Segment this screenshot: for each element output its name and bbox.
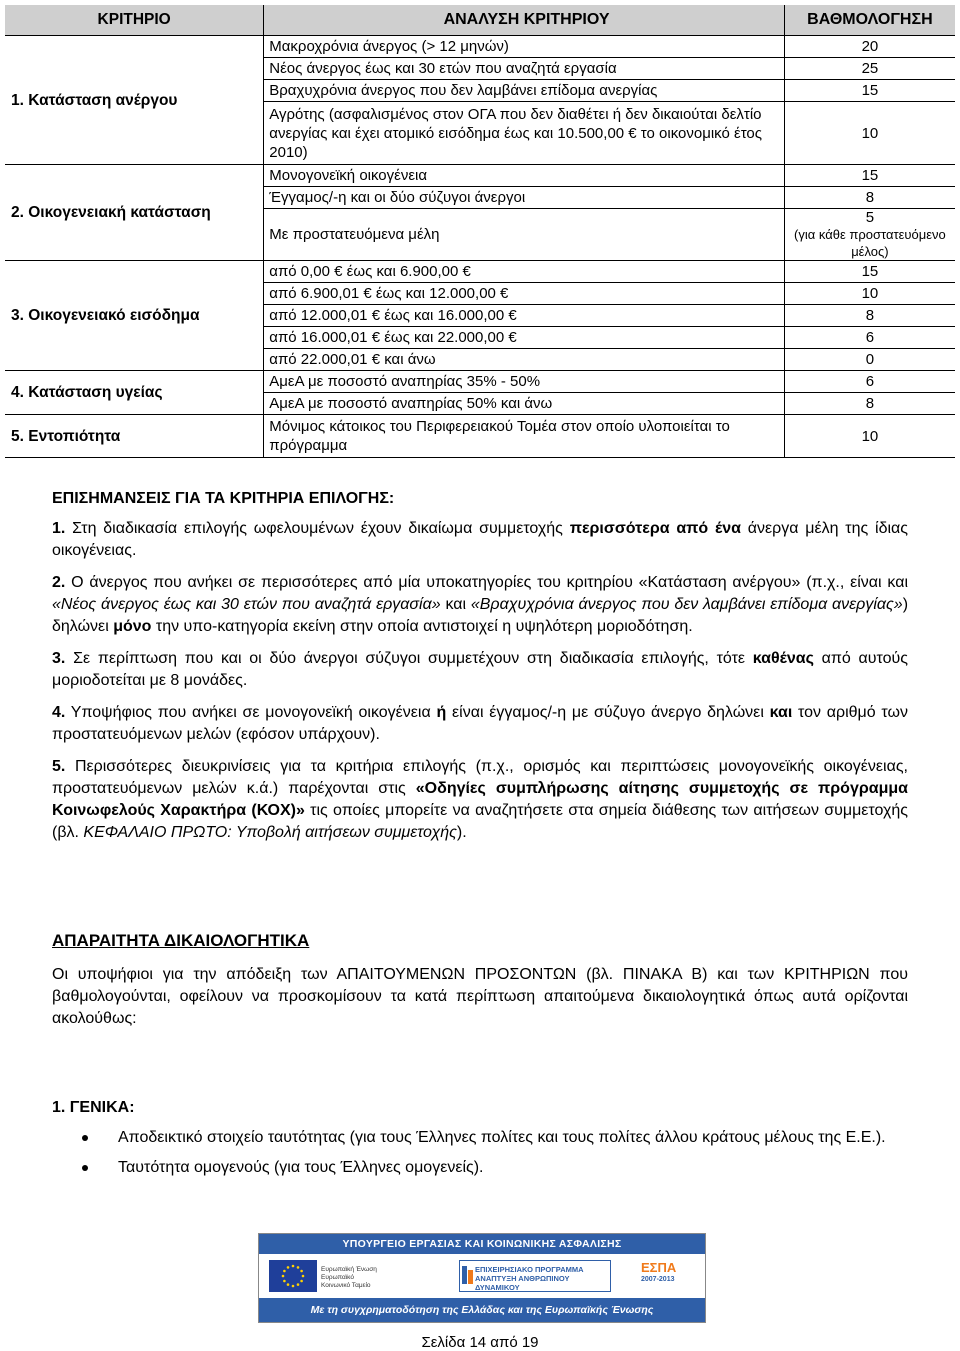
analysis-cell: ΑμεΑ με ποσοστό αναπηρίας 50% και άνω	[264, 393, 785, 415]
criterion-cell: 2. Οικογενειακή κατάσταση	[5, 165, 264, 261]
note-text: ) δηλώνει	[52, 596, 909, 635]
documents-text: Οι υποψήφιοι για την απόδειξη των ΑΠΑΙΤΟΥΜΕΝΩΝ ΠΡΟΣΟΝΤΩΝ (βλ. ΠΙΝΑΚΑ Β) και των ΚΡΙΤΗΡΙΩΝ που βαθμολογούνται, οφείλουν να προσκομίσουν τα κατά περίπτωση απαιτούμενα δικαιολογητικά όπως αυτά ορίζονται ακολούθως:	[52, 966, 908, 1027]
note-italic: «Βραχυχρόνια άνεργος που δεν λαμβάνει επίδομα ανεργίας»	[470, 596, 903, 613]
cofunding-strip: Με τη συγχρηματοδότηση της Ελλάδας και της Ευρωπαϊκής Ένωσης	[259, 1298, 705, 1322]
score-cell: 6	[784, 327, 955, 349]
score-cell: 10	[784, 102, 955, 165]
header-score: ΒΑΘΜΟΛΟΓΗΣΗ	[784, 5, 955, 36]
ministry-strip: ΥΠΟΥΡΓΕΙΟ ΕΡΓΑΣΙΑΣ ΚΑΙ ΚΟΙΝΩΝΙΚΗΣ ΑΣΦΑΛΙΣΗΣ	[259, 1234, 705, 1254]
criterion-cell: 4. Κατάσταση υγείας	[5, 371, 264, 415]
table-row	[5, 415, 955, 458]
score-cell: 15	[784, 165, 955, 187]
score-cell: 6	[784, 371, 955, 393]
eu-flag-icon	[269, 1260, 317, 1292]
page-number: Σελίδα 14 από 19	[421, 1334, 539, 1351]
note-bold: μόνο	[113, 618, 152, 635]
score-cell: 0	[784, 349, 955, 371]
score-cell: 8	[784, 305, 955, 327]
header-criterion: ΚΡΙΤΗΡΙΟ	[5, 5, 264, 36]
score-cell: 10	[784, 415, 955, 458]
bullet-icon	[82, 1135, 88, 1141]
analysis-cell: Αγρότης (ασφαλισμένος στον ΟΓΑ που δεν διαθέτει ή δεν δικαιούται δελτίο ανεργίας και έχει ατομικό εισόδημα έως και 10.500,00 € το οικονομικό έτος 2010)	[264, 102, 785, 165]
note-4	[52, 702, 908, 746]
analysis-cell: Μακροχρόνια άνεργος (> 12 μηνών)	[264, 36, 785, 58]
note-italic: ΚΕΦΑΛΑΙΟ ΠΡΩΤΟ: Υποβολή αιτήσεων συμμετοχής	[83, 824, 457, 841]
espa-years: 2007-2013	[641, 1276, 675, 1283]
list-item-text: Ταυτότητα ομογενούς (για τους Έλληνες ομογενείς).	[118, 1159, 484, 1176]
note-1	[52, 518, 908, 562]
list-item	[52, 1127, 908, 1149]
score-cell: 15	[784, 261, 955, 283]
table-row	[5, 36, 955, 58]
program-logo-icon	[462, 1266, 474, 1284]
notes-title: ΕΠΙΣΗΜΑΝΣΕΙΣ ΓΙΑ ΤΑ ΚΡΙΤΗΡΙΑ ΕΠΙΛΟΓΗΣ:	[52, 490, 395, 507]
note-text: άνεργα μέλη της ίδιας οικογένειας.	[52, 520, 908, 559]
note-text: Υποψήφιος που ανήκει σε μονογονεϊκή οικογένεια	[65, 704, 437, 721]
header-analysis: ΑΝΑΛΥΣΗ ΚΡΙΤΗΡΙΟΥ	[264, 5, 785, 36]
note-text: τις οποίες μπορείτε να αναζητήσετε στα σημεία διάθεσης των αιτήσεων συμμετοχής (βλ.	[52, 802, 909, 841]
note-bold: καθένας	[752, 650, 814, 667]
score-cell: 10	[784, 283, 955, 305]
table-header-row	[5, 5, 955, 36]
notes-section	[52, 488, 908, 844]
analysis-cell: από 16.000,01 € έως και 22.000,00 €	[264, 327, 785, 349]
analysis-cell: Νέος άνεργος έως και 30 ετών που αναζητά εργασία	[264, 58, 785, 80]
note-text: είναι έγγαμος/-η με σύζυγο άνεργο δηλώνει	[446, 704, 770, 721]
list-item-text: Αποδεικτικό στοιχείο ταυτότητας (για τους Έλληνες πολίτες και τους πολίτες άλλου κράτους μέλους της Ε.Ε.).	[118, 1129, 886, 1146]
note-2	[52, 572, 908, 638]
analysis-cell: από 22.000,01 € και άνω	[264, 349, 785, 371]
espa-label: ΕΣΠΑ	[641, 1260, 677, 1275]
score-cell: 25	[784, 58, 955, 80]
criterion-cell: 1. Κατάσταση ανέργου	[5, 36, 264, 165]
note-text: και	[440, 596, 471, 613]
table-row	[5, 371, 955, 393]
note-bold: και	[769, 704, 793, 721]
score-note: (για κάθε προστατευόμενο μέλος)	[794, 227, 946, 259]
general-title: 1. ΓΕΝΙΚΑ:	[52, 1099, 135, 1116]
note-number: 2.	[52, 574, 66, 591]
list-item	[52, 1157, 908, 1179]
score-cell: 8	[784, 393, 955, 415]
note-text: τον αριθμό των προστατευόμενων μελών (εφόσον υπάρχουν).	[52, 704, 908, 743]
documents-title: ΑΠΑΡΑΙΤΗΤΑ ΔΙΚΑΙΟΛΟΓΗΤΙΚΑ	[52, 931, 310, 950]
note-bold: περισσότερα από ένα	[569, 520, 741, 537]
analysis-cell: Με προστατευόμενα μέλη	[264, 209, 785, 261]
program-label: ΕΠΙΧΕΙΡΗΣΙΑΚΟ ΠΡΟΓΡΑΜΜΑ ΑΝΑΠΤΥΞΗ ΑΝΘΡΩΠΙΝΟΥ ΔΥΝΑΜΙΚΟΥ	[475, 1265, 584, 1292]
score-cell: 20	[784, 36, 955, 58]
analysis-cell: από 12.000,01 € έως και 16.000,00 €	[264, 305, 785, 327]
criteria-table	[5, 5, 955, 458]
note-number: 1.	[52, 520, 66, 537]
score-value: 5	[865, 209, 875, 226]
note-number: 5.	[52, 758, 66, 775]
general-list	[52, 1127, 908, 1179]
funding-banner	[258, 1233, 706, 1323]
note-text: από αυτούς μοριοδοτείται με 8 μονάδες.	[52, 650, 909, 689]
general-section	[52, 1097, 908, 1187]
score-cell: 15	[784, 80, 955, 102]
note-text: Σε περίπτωση που και οι δύο άνεργοι σύζυγοι συμμετέχουν στη διαδικασία επιλογής, τότε	[65, 650, 753, 667]
eu-label: Ευρωπαϊκή Ένωση Ευρωπαϊκό Κοινωνικό Ταμείο	[321, 1266, 377, 1289]
note-number: 4.	[52, 704, 66, 721]
table-row	[5, 261, 955, 283]
analysis-cell: Έγγαμος/-η και οι δύο σύζυγοι άνεργοι	[264, 187, 785, 209]
logo-strip	[259, 1254, 705, 1294]
note-text: ).	[456, 824, 467, 841]
note-5	[52, 756, 908, 844]
analysis-cell: από 6.900,01 € έως και 12.000,00 €	[264, 283, 785, 305]
analysis-cell: Βραχυχρόνια άνεργος που δεν λαμβάνει επίδομα ανεργίας	[264, 80, 785, 102]
analysis-cell: ΑμεΑ με ποσοστό αναπηρίας 35% - 50%	[264, 371, 785, 393]
analysis-cell: Μονογονεϊκή οικογένεια	[264, 165, 785, 187]
note-italic: «Νέος άνεργος έως και 30 ετών που αναζητά εργασία»	[52, 596, 441, 613]
criterion-cell: 5. Εντοπιότητα	[5, 415, 264, 458]
note-bold: ή	[436, 704, 447, 721]
bullet-icon	[82, 1165, 88, 1171]
note-text: Ο άνεργος που ανήκει σε περισσότερες από μία υποκατηγορίες του κριτηρίου «Κατάσταση ανέργου» (π.χ., είναι και	[65, 574, 908, 591]
score-cell	[784, 209, 955, 261]
score-cell: 8	[784, 187, 955, 209]
note-text: την υπο-κατηγορία εκείνη στην οποία αντιστοιχεί η υψηλότερη μοριοδότηση.	[151, 618, 693, 635]
table-row	[5, 165, 955, 187]
note-number: 3.	[52, 650, 66, 667]
analysis-cell: από 0,00 € έως και 6.900,00 €	[264, 261, 785, 283]
analysis-cell: Μόνιμος κάτοικος του Περιφερειακού Τομέα στον οποίο υλοποιείται το πρόγραμμα	[264, 415, 785, 458]
note-3	[52, 648, 908, 692]
documents-section	[52, 930, 908, 1030]
note-text: Στη διαδικασία επιλογής ωφελουμένων έχουν δικαίωμα συμμετοχής	[65, 520, 570, 537]
note-text: Περισσότερες διευκρινίσεις για τα κριτήρια επιλογής (π.χ., ορισμός και περιπτώσεις μονογονεϊκής οικογένειας, προστατευόμενων μελών κ.ά.) παρέχονται στις	[52, 758, 908, 797]
criterion-cell: 3. Οικογενειακό εισόδημα	[5, 261, 264, 371]
note-bold: «Οδηγίες συμπλήρωσης αίτησης συμμετοχής σε πρόγραμμα Κοινωφελούς Χαρακτήρα (ΚΟΧ)»	[52, 780, 908, 819]
